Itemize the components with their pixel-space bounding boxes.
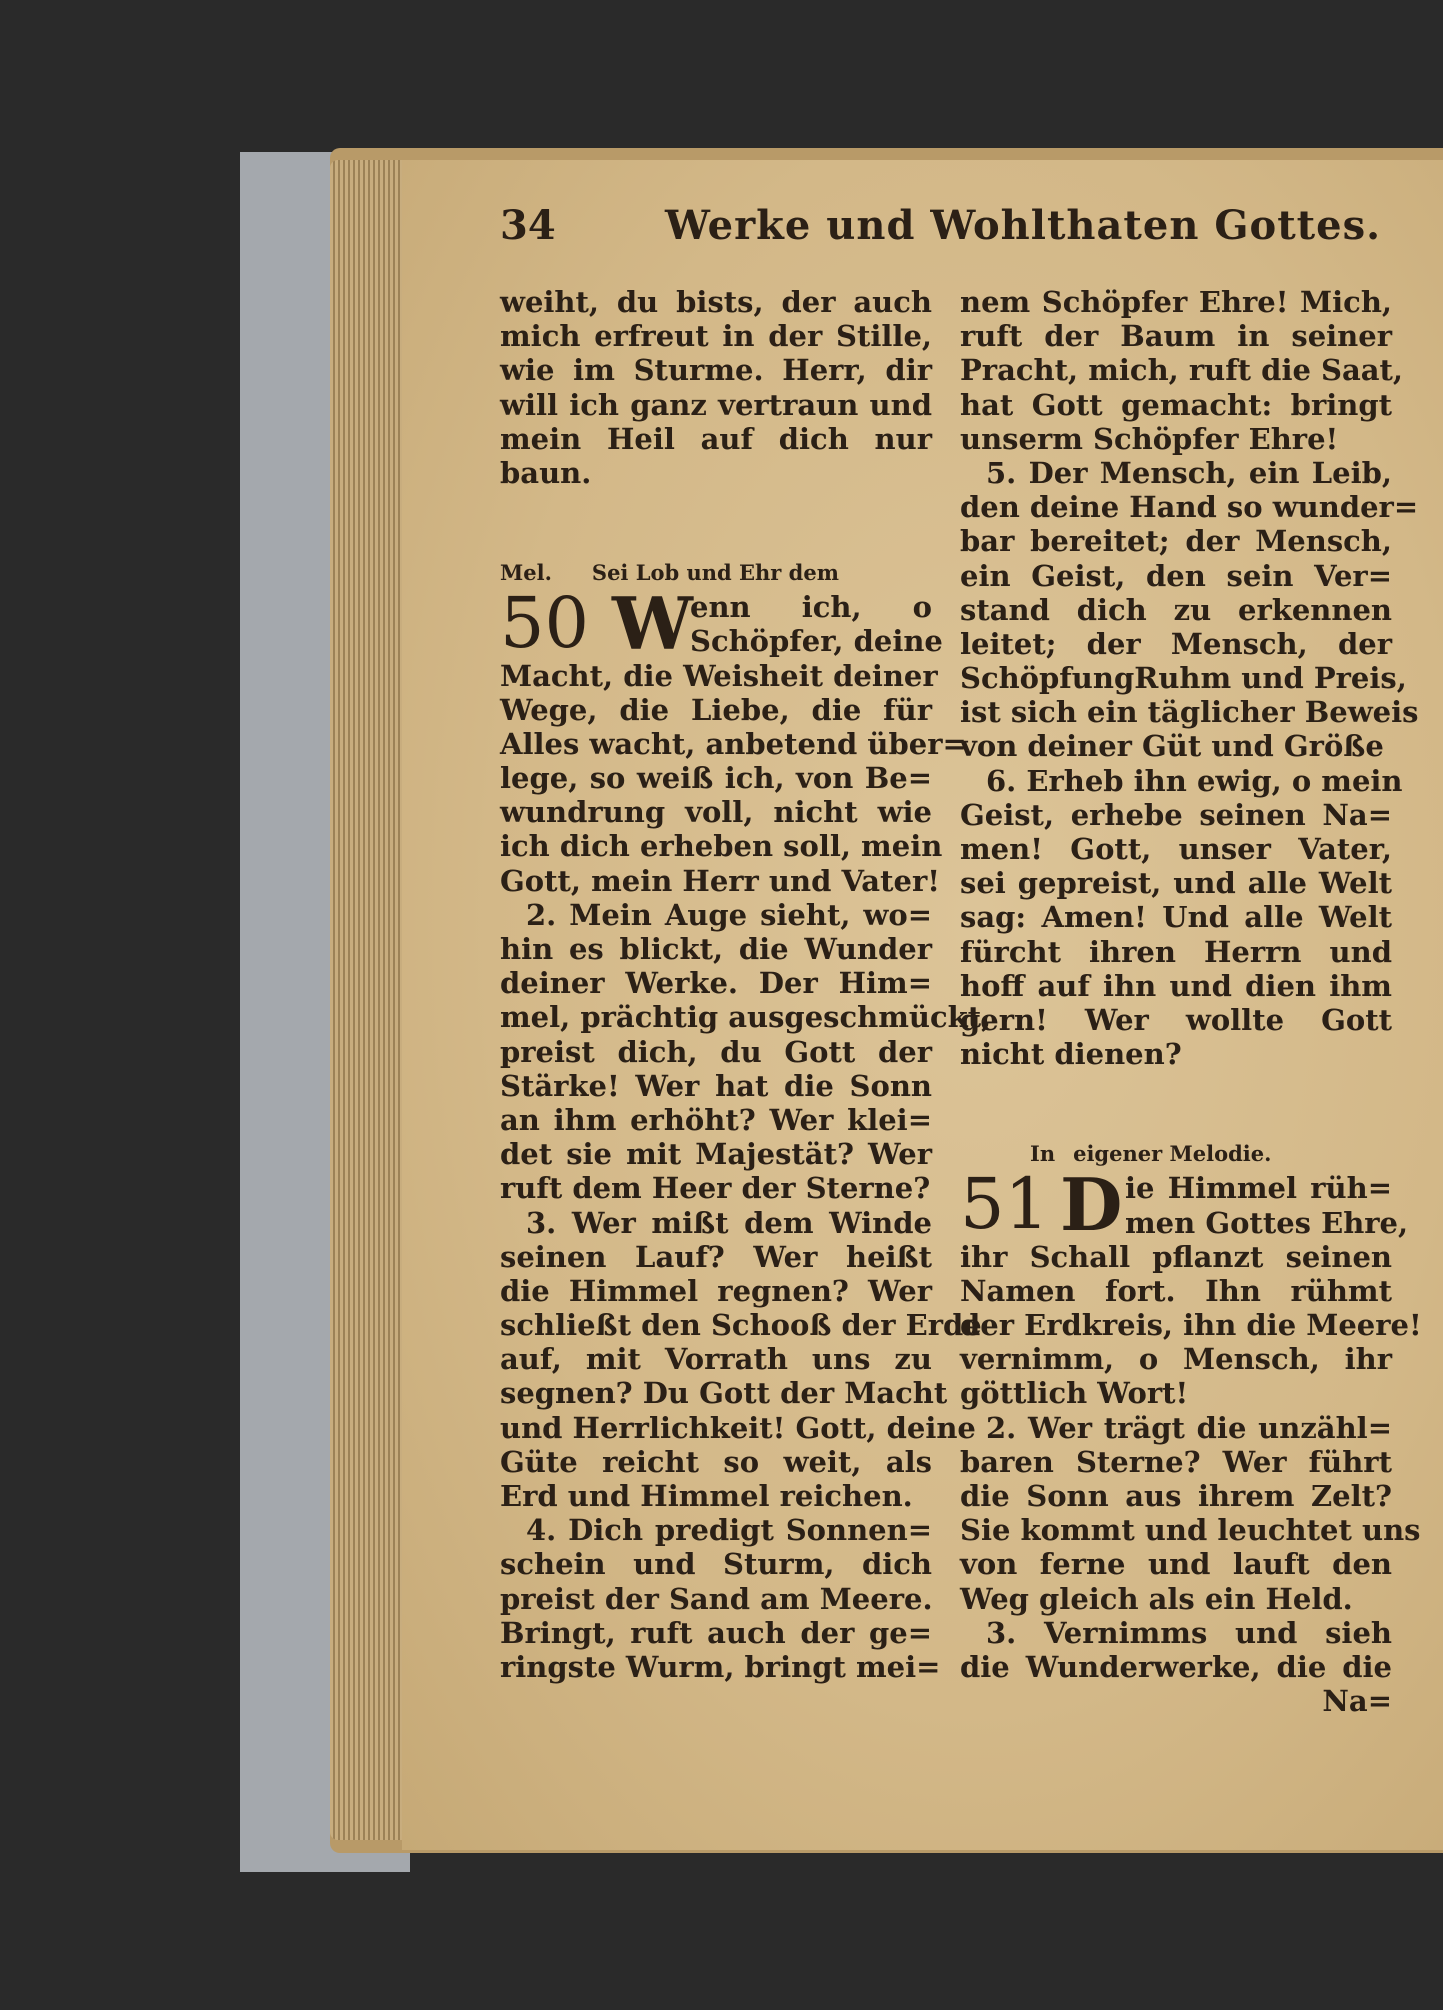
text-line: Namen fort. Ihn rühmt bbox=[960, 1273, 1392, 1308]
text-line: baun. bbox=[500, 455, 592, 490]
text-line: gern! Wer wollte Gott bbox=[960, 1002, 1392, 1037]
catchword: Na= bbox=[1322, 1684, 1392, 1719]
text-line: sag: Amen! Und alle Welt bbox=[960, 900, 1392, 935]
text-line: hoff auf ihn und dien ihm bbox=[960, 968, 1392, 1003]
drop-cap: D bbox=[1060, 1162, 1123, 1248]
text-line: und Herrlichkeit! Gott, deine bbox=[500, 1410, 976, 1445]
hymn-number: 50 bbox=[500, 582, 590, 665]
text-line: Sie kommt und leuchtet uns bbox=[960, 1513, 1421, 1548]
text-line: Pracht, mich, ruft die Saat, bbox=[960, 353, 1404, 388]
drop-cap: W bbox=[612, 581, 693, 667]
text-line: von deiner Güt und Größe bbox=[960, 729, 1384, 764]
text-line: ich dich erheben soll, mein bbox=[500, 829, 943, 864]
text-line: an ihm erhöht? Wer klei= bbox=[500, 1102, 932, 1137]
text-line: nicht dienen? bbox=[960, 1037, 1182, 1072]
text-line: mel, prächtig ausgeschmückt, bbox=[500, 1000, 992, 1035]
text-line: vernimm, o Mensch, ihr bbox=[960, 1342, 1392, 1377]
text-line: 5. Der Mensch, ein Leib, bbox=[986, 455, 1392, 490]
text-line: Güte reicht so weit, als bbox=[500, 1444, 932, 1479]
text-line: fürcht ihren Herrn und bbox=[960, 934, 1392, 969]
melody-prefix: Mel. bbox=[500, 560, 552, 586]
hymn-50-start bbox=[500, 581, 943, 667]
text-line: der Erdkreis, ihn die Meere! bbox=[960, 1308, 1422, 1343]
text-line: 3. Vernimms und sieh bbox=[986, 1615, 1392, 1650]
text-line: 2. Mein Auge sieht, wo= bbox=[526, 897, 932, 932]
text-line: 4. Dich predigt Sonnen= bbox=[526, 1513, 932, 1548]
text-line: ruft der Baum in seiner bbox=[960, 319, 1392, 354]
text-line: baren Sterne? Wer führt bbox=[960, 1444, 1392, 1479]
text-line: Bringt, ruft auch der ge= bbox=[500, 1615, 932, 1650]
hymn-first-lines bbox=[690, 590, 943, 659]
text-line: göttlich Wort! bbox=[960, 1376, 1189, 1411]
text-line: ihr Schall pflanzt seinen bbox=[960, 1239, 1392, 1274]
text-line: ringste Wurm, bringt mei= bbox=[500, 1649, 941, 1684]
text-line: Weg gleich als ein Held. bbox=[960, 1581, 1353, 1616]
hymn-first-lines bbox=[1125, 1171, 1409, 1240]
text-line: ein Geist, den sein Ver= bbox=[960, 558, 1392, 593]
text-line: SchöpfungRuhm und Preis, bbox=[960, 661, 1407, 696]
spacer bbox=[960, 1071, 1392, 1137]
text-line: Gott, mein Herr und Vater! bbox=[500, 863, 940, 898]
text-line: deiner Werke. Der Him= bbox=[500, 966, 932, 1001]
text-line: Erd und Himmel reichen. bbox=[500, 1479, 913, 1514]
text-line: 6. Erheb ihn ewig, o mein bbox=[986, 763, 1403, 798]
right-column bbox=[960, 285, 1422, 1719]
text-line: Stärke! Wer hat die Sonn bbox=[500, 1068, 932, 1103]
page-edges bbox=[330, 160, 410, 1840]
text-line: mein Heil auf dich nur bbox=[500, 421, 932, 456]
running-title: Werke und Wohlthaten Gottes. bbox=[665, 202, 1382, 249]
text-line: nem Schöpfer Ehre! Mich, bbox=[960, 285, 1392, 319]
text-line: segnen? Du Gott der Macht bbox=[500, 1376, 948, 1411]
text-line: Wege, die Liebe, die für bbox=[500, 692, 932, 727]
text-line: mich erfreut in der Stille, bbox=[500, 319, 932, 354]
text-line: wie im Sturme. Herr, dir bbox=[500, 353, 932, 388]
text-line: hat Gott gemacht: bringt bbox=[960, 387, 1392, 422]
hymn-50-body bbox=[500, 658, 992, 1685]
text-line: 3. Wer mißt dem Winde bbox=[526, 1205, 932, 1240]
text-line: leitet; der Mensch, der bbox=[960, 626, 1392, 661]
hymn-number: 51 bbox=[960, 1163, 1050, 1246]
page-header bbox=[500, 202, 1382, 258]
text-line: Macht, die Weisheit deiner bbox=[500, 658, 938, 693]
text-line: preist der Sand am Meere. bbox=[500, 1581, 933, 1616]
text-line: Alles wacht, anbetend über= bbox=[500, 726, 967, 761]
text-line: bar bereitet; der Mensch, bbox=[960, 524, 1392, 559]
text-line: seinen Lauf? Wer heißt bbox=[500, 1239, 932, 1274]
text-line: lege, so weiß ich, von Be= bbox=[500, 761, 932, 796]
melody-name: eigener Melodie. bbox=[1073, 1141, 1272, 1167]
text-line: det sie mit Majestät? Wer bbox=[500, 1137, 932, 1172]
text-line: die Wunderwerke, die die bbox=[960, 1649, 1392, 1684]
text-line: men Gottes Ehre, bbox=[1125, 1205, 1409, 1240]
page-number: 34 bbox=[500, 202, 556, 249]
text-line: von ferne und lauft den bbox=[960, 1547, 1392, 1582]
text-line: die Himmel regnen? Wer bbox=[500, 1273, 932, 1308]
text-line: schließt den Schooß der Erde bbox=[500, 1308, 982, 1343]
right-column-body bbox=[960, 285, 1419, 1072]
text-line: enn ich, o bbox=[690, 590, 932, 625]
text-line: weiht, du bists, der auch bbox=[500, 285, 932, 319]
text-line: ie Himmel rüh= bbox=[1125, 1171, 1392, 1206]
melody-prefix: In bbox=[1030, 1141, 1056, 1167]
hymn-51-start bbox=[960, 1162, 1409, 1248]
text-line: ruft dem Heer der Sterne? bbox=[500, 1171, 931, 1206]
left-column bbox=[500, 285, 992, 1684]
hymn-51-body bbox=[960, 1239, 1422, 1684]
text-line: die Sonn aus ihrem Zelt? bbox=[960, 1479, 1392, 1514]
text-line: will ich ganz vertraun und bbox=[500, 387, 932, 422]
text-line: Schöpfer, deine bbox=[690, 624, 943, 659]
text-line: ist sich ein täglicher Beweis bbox=[960, 695, 1419, 730]
text-line: men! Gott, unser Vater, bbox=[960, 832, 1392, 866]
text-line: stand dich zu erkennen bbox=[960, 592, 1392, 627]
text-line: Geist, erhebe seinen Na= bbox=[960, 797, 1392, 832]
spacer bbox=[500, 490, 932, 556]
text-line: schein und Sturm, dich bbox=[500, 1547, 932, 1582]
text-line: sei gepreist, und alle Welt bbox=[960, 866, 1392, 901]
text-line: den deine Hand so wunder= bbox=[960, 490, 1419, 525]
text-line: 2. Wer trägt die unzähl= bbox=[986, 1410, 1392, 1445]
text-line: hin es blickt, die Wunder bbox=[500, 932, 932, 967]
text-line: wundrung voll, nicht wie bbox=[500, 795, 932, 830]
text-line: auf, mit Vorrath uns zu bbox=[500, 1342, 932, 1377]
melody-name: Sei Lob und Ehr dem bbox=[591, 560, 839, 586]
text-line: preist dich, du Gott der bbox=[500, 1034, 932, 1069]
text-line: unserm Schöpfer Ehre! bbox=[960, 421, 1339, 456]
